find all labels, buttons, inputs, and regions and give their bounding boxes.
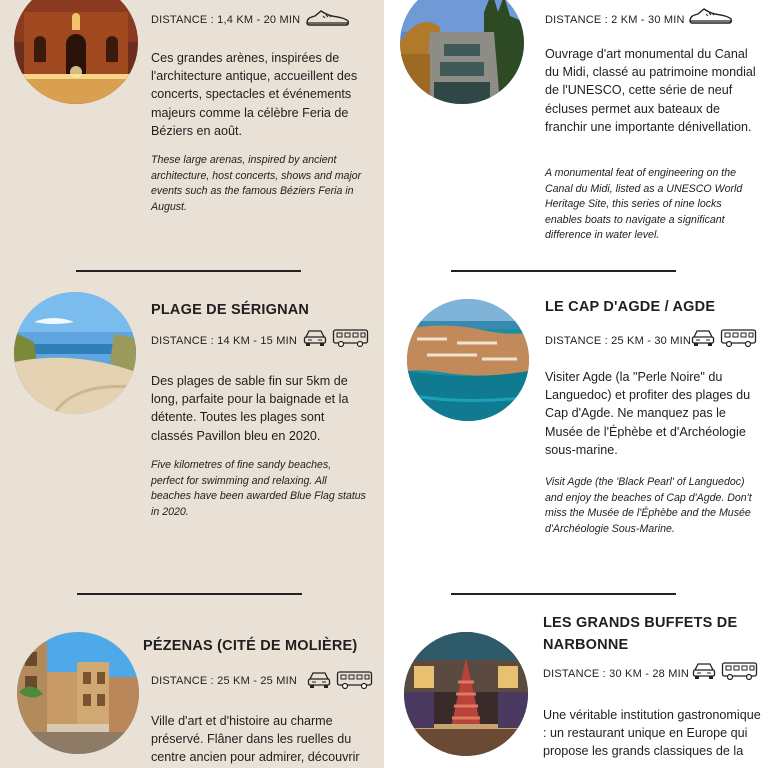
- serignan-description-en: Five kilometres of fine sandy beaches, perfect for swimming and relaxing. All beaches have been awarded Blue Flag status in 2020.: [151, 459, 366, 518]
- bus-icon: [332, 328, 370, 348]
- bus-icon: [720, 328, 758, 348]
- agde-description-fr: Visiter Agde (la "Perle Noire" du Languedoc) et profiter des plages du Cap d'Agde. Ne manquez pas le Musée de l'Éphèbe et d'Archéologie sous-marine.: [545, 370, 751, 457]
- separator-right-1: [451, 270, 676, 272]
- car-icon: [692, 661, 716, 681]
- ecluses-distance: DISTANCE : 2 KM - 30 MIN: [545, 14, 685, 26]
- pezenas-description-fr: Ville d'art et d'histoire au charme préservé. Flâner dans les ruelles du centre ancien pour admirer, découvrir: [151, 714, 360, 765]
- serignan-description-fr: Des plages de sable fin sur 5km de long, parfaite pour la baignade et la détente. Toutes les plages sont classés Pavillon bleu en 2020.: [151, 374, 349, 443]
- narbonne-description-fr: Une véritable institution gastronomique : un restaurant unique en Europe qui propose les grands classiques de la: [543, 708, 761, 759]
- separator-left-2: [77, 593, 302, 595]
- agde-distance: DISTANCE : 25 KM - 30 MIN: [545, 335, 691, 347]
- arenes-distance: DISTANCE : 1,4 KM - 20 MIN: [151, 14, 301, 26]
- car-icon: [303, 328, 327, 348]
- bus-icon: [336, 670, 374, 690]
- agde-title: LE CAP D'AGDE / AGDE: [545, 299, 716, 315]
- car-icon: [307, 670, 331, 690]
- serignan-distance: DISTANCE : 14 KM - 15 MIN: [151, 335, 297, 347]
- ecluses-description-en: A monumental feat of engineering on the Canal du Midi, listed as a UNESCO World Heritage Site, this series of nine locks enables boats to navigate a significant difference in water level.: [545, 167, 743, 242]
- serignan-photo: [14, 292, 136, 414]
- agde-photo: [407, 299, 529, 421]
- arenes-description-fr: Ces grandes arènes, inspirées de l'architecture antique, accueillent des concerts, spectacles et événements majeurs comme la célèbre Feria de Béziers en août.: [151, 51, 358, 138]
- pezenas-title: PÉZENAS (CITÉ DE MOLIÈRE): [143, 638, 358, 654]
- agde-description-en: Visit Agde (the 'Black Pearl' of Languedoc) and enjoy the beaches of Cap d'Agde. Don't miss the Musée de l'Éphèbe and the Musée d'Archéologie Sous-Marine.: [545, 476, 752, 535]
- bus-icon: [721, 661, 759, 681]
- narbonne-title: LES GRANDS BUFFETS DE NARBONNE: [543, 615, 738, 653]
- pezenas-photo: [17, 632, 139, 754]
- pezenas-distance: DISTANCE : 25 KM - 25 MIN: [151, 675, 297, 687]
- walking-shoe-icon: [305, 8, 351, 28]
- ecluses-description-fr: Ouvrage d'art monumental du Canal du Midi, classé au patrimoine mondial de l'UNESCO, cette série de neuf écluses permet aux bateaux de franchir une importante dénivellation.: [545, 47, 756, 134]
- walking-shoe-icon: [688, 6, 734, 26]
- arenes-description-en: These large arenas, inspired by ancient architecture, host concerts, shows and major events such as the famous Béziers Feria in August.: [151, 154, 362, 213]
- narbonne-photo: [404, 632, 528, 756]
- separator-left-1: [76, 270, 301, 272]
- serignan-title: PLAGE DE SÉRIGNAN: [151, 302, 310, 318]
- narbonne-distance: DISTANCE : 30 KM - 28 MIN: [543, 668, 689, 680]
- separator-right-2: [451, 593, 676, 595]
- car-icon: [691, 328, 715, 348]
